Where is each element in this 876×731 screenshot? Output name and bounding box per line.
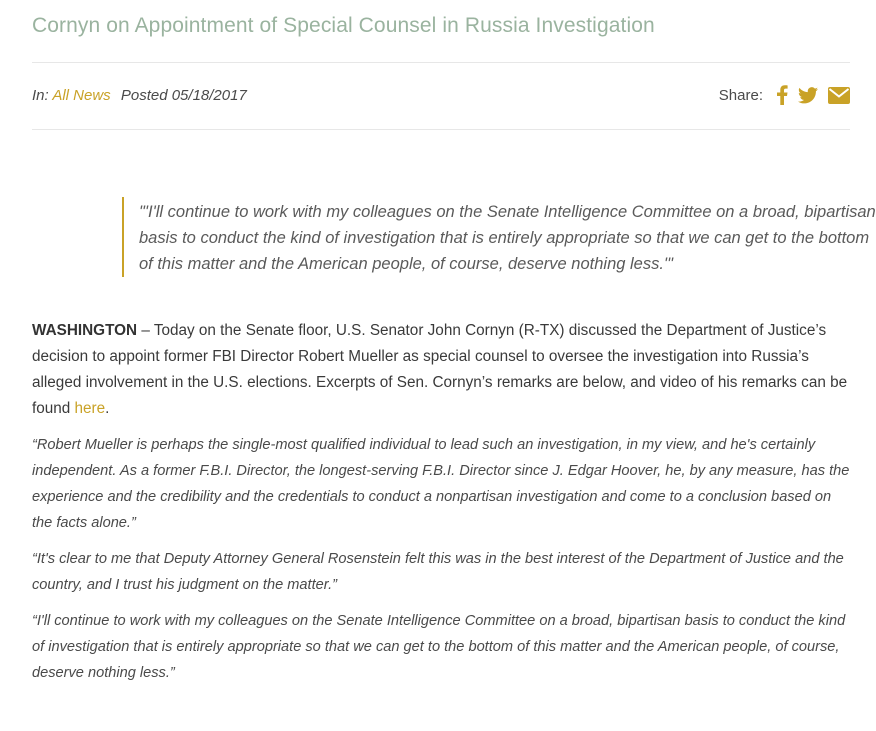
email-icon[interactable] [828, 87, 850, 104]
pull-quote [122, 197, 876, 277]
lead-end: . [105, 400, 110, 417]
article-body [32, 318, 852, 696]
lead-text: – Today on the Senate floor, U.S. Senator John Cornyn (R-TX) discussed the Department of Justice’s decision to appoint former FBI Director Robert Mueller as special counsel to oversee the investigation into Russia’s alleged involvement in the U.S. elections. Excerpts of Sen. Cornyn’s remarks are below, and video of his remarks can be found [32, 322, 848, 417]
facebook-icon[interactable] [777, 85, 788, 105]
post-meta [32, 87, 247, 104]
remark-quote: “It's clear to me that Deputy Attorney General Rosenstein felt this was in the best interest of the Department of Justice and the country, and I trust his judgment on the matter.” [32, 551, 844, 593]
share-label: Share: [718, 86, 763, 104]
remark-quote: “Robert Mueller is perhaps the single-most qualified individual to lead such an investigation, in my view, and he's certainly independent. As a former F.B.I. Director, the longest-serving F.B.I. Director since J. Edgar Hoover, he, by any measure, has the experience and the credibility and the credentials to conduct a nonpartisan investigation and come to a conclusion based on the facts alone.” [32, 437, 850, 531]
category-link[interactable]: All News [52, 87, 111, 104]
dateline: WASHINGTON [32, 322, 138, 339]
meta-divider [32, 129, 850, 130]
remark-quote: “I'll continue to work with my colleagues on the Senate Intelligence Committee on a broad, bipartisan basis to conduct the kind of investigation that is entirely appropriate so that we can get to the bottom of this matter and the American people, of course, deserve nothing less.” [32, 613, 846, 681]
video-link[interactable]: here [74, 400, 106, 417]
posted-date: Posted 05/18/2017 [120, 87, 247, 104]
pull-quote-text: "'I'll continue to work with my colleagues on the Senate Intelligence Committee on a broad, bipartisan basis to conduct the kind of investigation that is entirely appropriate so that we can get to the bottom of this matter and the American people, of course, deserve nothing less.'" [139, 202, 876, 273]
top-divider [32, 62, 850, 63]
twitter-icon[interactable] [798, 87, 818, 104]
category-prefix: In: [32, 87, 49, 104]
share-bar [719, 85, 850, 105]
page-title: Cornyn on Appointment of Special Counsel in Russia Investigation [32, 14, 655, 37]
lead-paragraph [32, 318, 852, 422]
